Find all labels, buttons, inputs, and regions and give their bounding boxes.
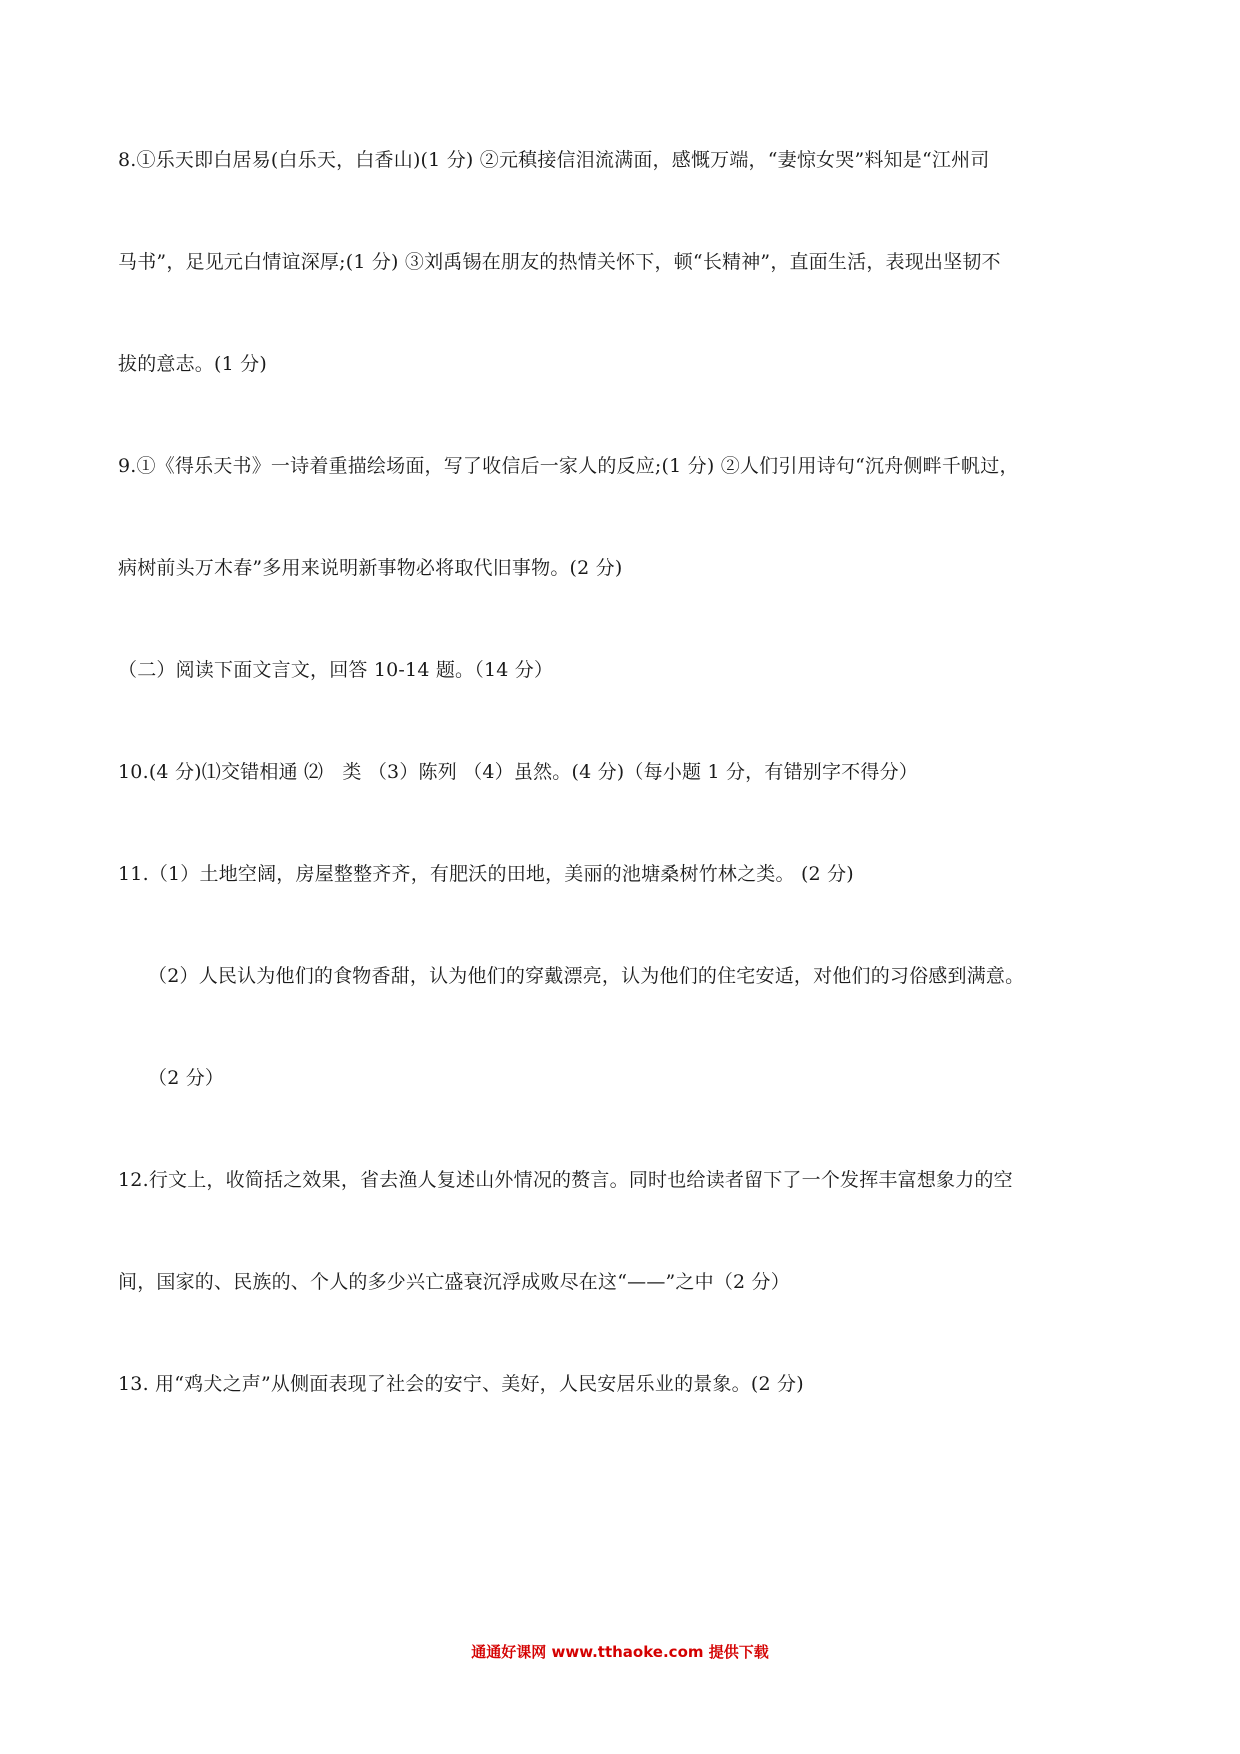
answer-11-line-3: （2 分） [148,1067,225,1089]
footer-watermark: 通通好课网 www.tthaoke.com 提供下载 [471,1643,769,1661]
answer-10-line: 10.(4 分)⑴交错相通 ⑵ 类 （3）陈列 （4）虽然。(4 分)（每小题 1 分，有错别字不得分） [118,761,918,783]
answer-9-line-2: 病树前头万木春”多用来说明新事物必将取代旧事物。(2 分) [118,557,623,579]
answer-13-line: 13. 用“鸡犬之声”从侧面表现了社会的安宁、美好，人民安居乐业的景象。(2 分) [118,1373,804,1395]
answer-9-line-1: 9.①《得乐天书》一诗着重描绘场面，写了收信后一家人的反应;(1 分) ②人们引用诗句“沉舟侧畔千帆过， [118,455,1019,477]
answer-11-line-1: 11.（1）土地空阔，房屋整整齐齐，有肥沃的田地，美丽的池塘桑树竹林之类。 (2 分) [118,863,854,885]
answer-12-line-1: 12.行文上，收简括之效果，省去渔人复述山外情况的赘言。同时也给读者留下了一个发挥丰富想象力的空 [118,1169,1013,1191]
answer-8-line-1: 8.①乐天即白居易(白乐天，白香山)(1 分) ②元稹接信泪流满面，感慨万端，“妻惊女哭”料知是“江州司 [118,149,990,171]
section-heading: （二）阅读下面文言文，回答 10-14 题。（14 分） [118,659,554,681]
answer-8-line-3: 拔的意志。(1 分) [118,353,267,375]
answer-12-line-2: 间，国家的、民族的、个人的多少兴亡盛衰沉浮成败尽在这“——”之中（2 分） [118,1271,790,1293]
answer-8-line-2: 马书”，足见元白情谊深厚;(1 分) ③刘禹锡在朋友的热情关怀下，顿“长精神”，直面生活，表现出坚韧不 [118,251,1001,273]
answer-11-line-2: （2）人民认为他们的食物香甜，认为他们的穿戴漂亮，认为他们的住宅安适，对他们的习俗感到满意。 [148,965,1025,987]
